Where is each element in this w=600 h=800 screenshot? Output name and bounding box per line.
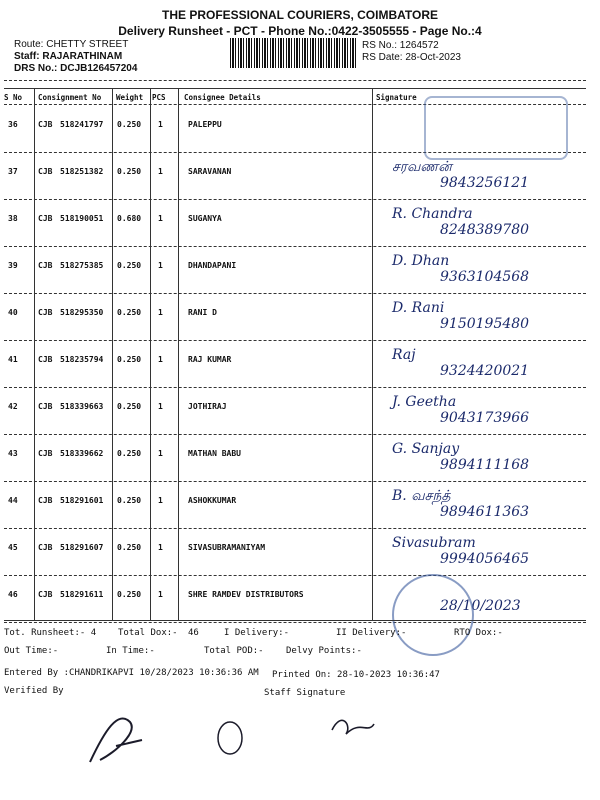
row-weight: 0.250 [117, 261, 142, 270]
total-dox-value: 46 [188, 628, 199, 638]
row-pcs: 1 [158, 214, 163, 223]
col-consignee: Consignee Details [184, 93, 261, 102]
handwritten-signature: சரவணன் [392, 159, 452, 175]
col-consignment: Consignment No [38, 93, 102, 102]
row-prefix: CJB [38, 496, 53, 505]
row-prefix: CJB [38, 402, 53, 411]
in-time: In Time:- [106, 646, 155, 656]
handwritten-phone: 9994056465 [440, 551, 530, 567]
row-weight: 0.250 [117, 402, 142, 411]
row-consignment-no: 518251382 [60, 167, 104, 176]
staff-label: Staff: [14, 51, 40, 62]
row-prefix: CJB [38, 355, 53, 364]
row-consignee: PALEPPU [188, 120, 222, 129]
row-consignee: SARAVANAN [188, 167, 232, 176]
table-row [0, 482, 600, 529]
drs-line [14, 63, 137, 74]
row-pcs: 1 [158, 261, 163, 270]
total-dox-label: Total Dox:- [118, 628, 178, 638]
row-prefix: CJB [38, 543, 53, 552]
handwritten-signature: J. Geetha [392, 394, 457, 410]
row-pcs: 1 [158, 449, 163, 458]
verified-by: Verified By [4, 686, 64, 696]
drs-label: DRS No.: [14, 63, 58, 74]
rs-no-line [362, 40, 439, 51]
row-sno: 42 [8, 402, 18, 411]
rs-no-label: RS No.: [362, 40, 398, 51]
row-consignee: JOTHIRAJ [188, 402, 227, 411]
table-row [0, 576, 600, 623]
row-consignee: DHANDAPANI [188, 261, 237, 270]
handwritten-signature: D. Rani [392, 300, 445, 316]
row-consignment-no: 518291601 [60, 496, 104, 505]
table-row [0, 294, 600, 341]
row-consignment-no: 518291611 [60, 590, 104, 599]
row-pcs: 1 [158, 120, 163, 129]
barcode-image [230, 38, 358, 68]
row-weight: 0.250 [117, 355, 142, 364]
row-prefix: CJB [38, 308, 53, 317]
entered-by: Entered By :CHANDRIKAPVI 10/28/2023 10:36:36 AM [4, 668, 259, 678]
row-pcs: 1 [158, 496, 163, 505]
rs-date-label: RS Date: [362, 52, 403, 63]
row-prefix: CJB [38, 214, 53, 223]
row-weight: 0.250 [117, 590, 142, 599]
row-weight: 0.250 [117, 167, 142, 176]
row-prefix: CJB [38, 590, 53, 599]
row-pcs: 1 [158, 355, 163, 364]
route-label: Route: [14, 39, 44, 50]
table-row [0, 529, 600, 576]
row-consignee: SHRE RAMDEV DISTRIBUTORS [188, 590, 304, 599]
handwritten-signature: Sivasubram [392, 535, 476, 551]
handwritten-phone: 9043173966 [440, 410, 530, 426]
staff-value: RAJARATHINAM [42, 51, 123, 62]
row-sno: 40 [8, 308, 18, 317]
rs-date-value: 28-Oct-2023 [405, 52, 461, 63]
handwritten-signature: B. வசந்த் [392, 488, 451, 504]
staff-line [14, 51, 122, 62]
total-pod: Total POD:- [204, 646, 264, 656]
verifier-signature-marks [80, 700, 380, 780]
row-prefix: CJB [38, 120, 53, 129]
row-sno: 38 [8, 214, 18, 223]
out-time: Out Time:- [4, 646, 59, 656]
row-weight: 0.250 [117, 120, 142, 129]
divider [4, 620, 586, 621]
row-consignment-no: 518275385 [60, 261, 104, 270]
handwritten-phone: 9150195480 [440, 316, 530, 332]
table-row [0, 435, 600, 482]
row-weight: 0.680 [117, 214, 142, 223]
delvy-points: Delvy Points:- [286, 646, 362, 656]
tot-runsheet: Tot. Runsheet:- 4 [4, 628, 97, 638]
row-consignment-no: 518241797 [60, 120, 104, 129]
i-delivery: I Delivery:- [224, 628, 290, 638]
row-prefix: CJB [38, 167, 53, 176]
row-consignment-no: 518295350 [60, 308, 104, 317]
route-value: CHETTY STREET [46, 39, 129, 50]
row-pcs: 1 [158, 167, 163, 176]
row-sno: 39 [8, 261, 18, 270]
row-consignee: RAJ KUMAR [188, 355, 232, 364]
handwritten-phone: 9894611363 [440, 504, 530, 520]
handwritten-signature: D. Dhan [392, 253, 450, 269]
row-prefix: CJB [38, 449, 53, 458]
distributor-stamp [424, 96, 568, 160]
row-sno: 37 [8, 167, 18, 176]
row-consignment-no: 518339663 [60, 402, 104, 411]
ii-delivery: II Delivery:- [336, 628, 407, 638]
col-weight: Weight [116, 93, 144, 102]
row-consignment-no: 518235794 [60, 355, 104, 364]
row-consignee: ASHOKKUMAR [188, 496, 237, 505]
handwritten-phone: 9843256121 [440, 175, 530, 191]
divider [4, 88, 586, 89]
row-pcs: 1 [158, 590, 163, 599]
handwritten-signature: Raj [392, 347, 416, 363]
divider [4, 80, 586, 81]
row-sno: 45 [8, 543, 18, 552]
row-weight: 0.250 [117, 496, 142, 505]
handwritten-phone: 8248389780 [440, 222, 530, 238]
row-weight: 0.250 [117, 308, 142, 317]
route-line [14, 39, 128, 50]
row-divider [4, 622, 586, 623]
rs-no-value: 1264572 [399, 40, 439, 51]
row-consignment-no: 518291607 [60, 543, 104, 552]
row-pcs: 1 [158, 543, 163, 552]
row-weight: 0.250 [117, 449, 142, 458]
row-sno: 46 [8, 590, 18, 599]
row-sno: 43 [8, 449, 18, 458]
rs-date-line [362, 52, 461, 63]
row-sno: 44 [8, 496, 18, 505]
col-pcs: PCS [152, 93, 166, 102]
row-sno: 41 [8, 355, 18, 364]
printed-on: Printed On: 28-10-2023 10:36:47 [272, 670, 440, 680]
handwritten-phone: 28/10/2023 [440, 598, 521, 614]
table-row [0, 200, 600, 247]
runsheet-subtitle: Delivery Runsheet - PCT - Phone No.:0422-3505555 - Page No.:4 [118, 24, 482, 38]
row-pcs: 1 [158, 402, 163, 411]
row-consignee: SIVASUBRAMANIYAM [188, 543, 266, 552]
handwritten-phone: 9363104568 [440, 269, 530, 285]
company-title: THE PROFESSIONAL COURIERS, COIMBATORE [161, 8, 439, 22]
row-consignment-no: 518190051 [60, 214, 104, 223]
row-sno: 36 [8, 120, 18, 129]
table-row [0, 341, 600, 388]
staff-signature-label: Staff Signature [264, 688, 346, 698]
col-signature: Signature [376, 93, 417, 102]
row-pcs: 1 [158, 308, 163, 317]
rto-dox: RTO Dox:- [454, 628, 503, 638]
row-consignee: MATHAN BABU [188, 449, 241, 458]
drs-value: DCJB126457204 [60, 63, 138, 74]
table-row [0, 247, 600, 294]
row-consignee: RANI D [188, 308, 217, 317]
table-row [0, 153, 600, 200]
col-sno: S No [4, 93, 23, 102]
ramdev-round-seal [392, 574, 474, 656]
handwritten-phone: 9324420021 [440, 363, 530, 379]
handwritten-signature: R. Chandra [392, 206, 473, 222]
row-prefix: CJB [38, 261, 53, 270]
handwritten-phone: 9894111168 [440, 457, 530, 473]
table-row [0, 388, 600, 435]
handwritten-signature: G. Sanjay [392, 441, 460, 457]
row-consignment-no: 518339662 [60, 449, 104, 458]
row-weight: 0.250 [117, 543, 142, 552]
row-consignee: SUGANYA [188, 214, 222, 223]
